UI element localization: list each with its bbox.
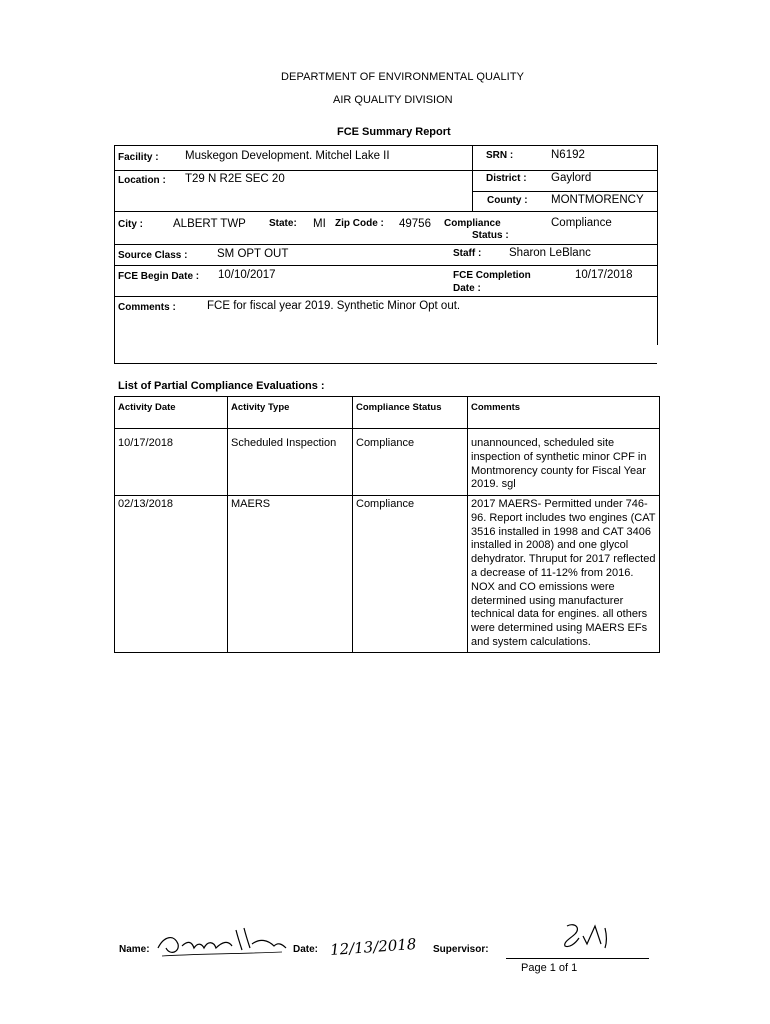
column-header-activity-date: Activity Date bbox=[115, 397, 228, 429]
division-title: AIR QUALITY DIVISION bbox=[333, 94, 453, 106]
table-row bbox=[115, 496, 660, 653]
name-signature-image bbox=[152, 918, 292, 963]
date-handwritten: 12/13/2018 bbox=[329, 935, 417, 959]
date-label: Date: bbox=[293, 944, 319, 955]
source-class-value: SM OPT OUT bbox=[217, 248, 289, 260]
source-class-label: Source Class : bbox=[118, 250, 188, 261]
compliance-status-cell: Compliance bbox=[353, 496, 468, 653]
zip-value: 49756 bbox=[399, 218, 431, 230]
activity-type-cell: Scheduled Inspection bbox=[228, 429, 353, 496]
district-value: Gaylord bbox=[551, 172, 592, 184]
zip-label: Zip Code : bbox=[335, 218, 384, 229]
activity-date-cell: 02/13/2018 bbox=[115, 496, 228, 653]
report-title: FCE Summary Report bbox=[337, 126, 451, 138]
compliance-status-cell: Compliance bbox=[353, 429, 468, 496]
facility-label: Facility : bbox=[118, 152, 159, 163]
county-label: County : bbox=[487, 195, 528, 206]
supervisor-label: Supervisor: bbox=[433, 944, 489, 955]
fce-completion-label-line2: Date : bbox=[453, 283, 481, 294]
table-header-row bbox=[115, 397, 660, 429]
fce-begin-value: 10/10/2017 bbox=[218, 269, 276, 281]
evaluations-heading: List of Partial Compliance Evaluations : bbox=[118, 380, 325, 392]
evaluations-table bbox=[114, 396, 660, 653]
supervisor-initials-image bbox=[545, 914, 625, 954]
compliance-status-label bbox=[444, 218, 509, 241]
name-label: Name: bbox=[119, 944, 150, 955]
fce-begin-label: FCE Begin Date : bbox=[118, 271, 200, 282]
district-label: District : bbox=[486, 173, 527, 184]
compliance-status-label-line1: Compliance bbox=[444, 218, 501, 229]
city-label: City : bbox=[118, 219, 143, 230]
table-row bbox=[115, 429, 660, 496]
fce-completion-label bbox=[453, 270, 531, 294]
comments-cell: unannounced, scheduled site inspection of synthetic minor CPF in Montmorency county for Fiscal Year 2019. sgl bbox=[468, 429, 660, 496]
state-value: MI bbox=[313, 218, 326, 230]
page-number: Page 1 of 1 bbox=[521, 962, 578, 974]
compliance-status-label-line2: Status : bbox=[472, 230, 509, 241]
column-header-compliance-status: Compliance Status bbox=[353, 397, 468, 429]
comments-value: FCE for fiscal year 2019. Synthetic Minor Opt out. bbox=[207, 300, 461, 312]
fce-completion-value: 10/17/2018 bbox=[575, 269, 633, 281]
activity-type-cell: MAERS bbox=[228, 496, 353, 653]
facility-value: Muskegon Development. Mitchel Lake II bbox=[185, 150, 390, 162]
city-value: ALBERT TWP bbox=[173, 218, 246, 230]
column-header-activity-type: Activity Type bbox=[228, 397, 353, 429]
staff-value: Sharon LeBlanc bbox=[509, 247, 591, 259]
activity-date-cell: 10/17/2018 bbox=[115, 429, 228, 496]
state-label: State: bbox=[269, 218, 297, 229]
srn-value: N6192 bbox=[551, 149, 585, 161]
column-header-comments: Comments bbox=[468, 397, 660, 429]
srn-label: SRN : bbox=[486, 150, 514, 161]
department-title: DEPARTMENT OF ENVIRONMENTAL QUALITY bbox=[281, 71, 525, 83]
location-label: Location : bbox=[118, 175, 166, 186]
comments-cell: 2017 MAERS- Permitted under 746-96. Report includes two engines (CAT 3516 installed in 1998 and CAT 3406 installed in 2008) and one glycol dehydrator. Thruput for 2017 reflected a decrease of 11-12% from 2016. NOX and CO emissions were determined using manufacturer technical data for engines. all others were determined using MAERS EFs and system calculations. bbox=[468, 496, 660, 653]
staff-label: Staff : bbox=[453, 248, 482, 259]
county-value: MONTMORENCY bbox=[551, 194, 644, 206]
fce-completion-label-line1: FCE Completion bbox=[453, 270, 531, 281]
supervisor-signature-line bbox=[506, 958, 649, 959]
compliance-status-value: Compliance bbox=[551, 217, 612, 229]
comments-label: Comments : bbox=[118, 302, 176, 313]
location-value: T29 N R2E SEC 20 bbox=[185, 173, 285, 185]
